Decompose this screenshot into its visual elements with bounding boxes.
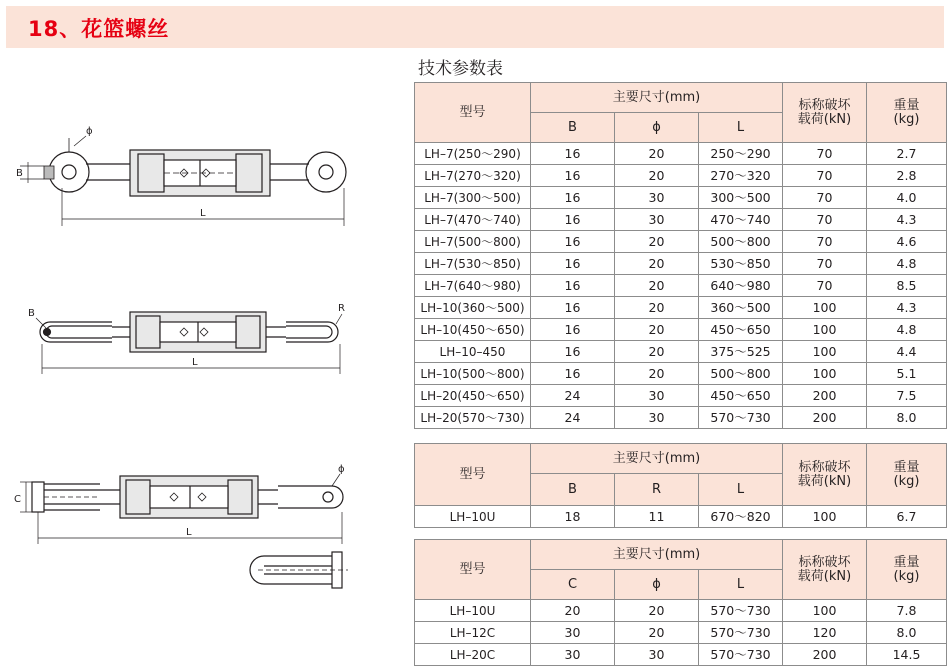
dim3-cell: 570～730 bbox=[699, 644, 783, 666]
load-header-line1: 标称破坏 bbox=[798, 459, 851, 475]
load-header-line2: 载荷(kN) bbox=[797, 111, 852, 127]
dim3-cell: 640～980 bbox=[699, 275, 783, 297]
table-row bbox=[415, 253, 947, 275]
model-cell: LH–7(640～980) bbox=[415, 275, 531, 297]
dim1-cell: 16 bbox=[531, 319, 615, 341]
load-header bbox=[783, 540, 867, 600]
table-row bbox=[415, 187, 947, 209]
dim3-cell: 570～730 bbox=[699, 407, 783, 429]
table-row bbox=[415, 622, 947, 644]
dim2-cell: 30 bbox=[615, 644, 699, 666]
weight-cell: 4.3 bbox=[867, 297, 947, 319]
dim3-cell: 500～800 bbox=[699, 231, 783, 253]
model-cell: LH–7(470～740) bbox=[415, 209, 531, 231]
weight-header bbox=[867, 540, 947, 600]
weight-cell: 4.4 bbox=[867, 341, 947, 363]
dim2-cell: 20 bbox=[615, 622, 699, 644]
table-row bbox=[415, 600, 947, 622]
spec-table-body bbox=[415, 444, 947, 528]
dim1-cell: 24 bbox=[531, 407, 615, 429]
table-row bbox=[415, 209, 947, 231]
dim3-cell: 470～740 bbox=[699, 209, 783, 231]
load-cell: 100 bbox=[783, 363, 867, 385]
weight-header-line1: 重量 bbox=[893, 97, 920, 113]
table-heading: 技术参数表 bbox=[418, 59, 503, 79]
dim1-cell: 16 bbox=[531, 253, 615, 275]
dim2-cell: 30 bbox=[615, 385, 699, 407]
model-cell: LH–10(360～500) bbox=[415, 297, 531, 319]
dim3-cell: 570～730 bbox=[699, 622, 783, 644]
weight-cell: 2.7 bbox=[867, 143, 947, 165]
dim3-cell: 450～650 bbox=[699, 385, 783, 407]
dim-col-header: ϕ bbox=[615, 113, 699, 143]
weight-cell: 8.0 bbox=[867, 622, 947, 644]
load-cell: 70 bbox=[783, 209, 867, 231]
main-dims-header: 主要尺寸(mm) bbox=[531, 540, 783, 570]
title-bar bbox=[6, 6, 944, 48]
load-cell: 70 bbox=[783, 231, 867, 253]
weight-cell: 4.8 bbox=[867, 253, 947, 275]
dim3-cell: 300～500 bbox=[699, 187, 783, 209]
model-header: 型号 bbox=[415, 540, 531, 600]
dim1-cell: 16 bbox=[531, 143, 615, 165]
dim2-cell: 30 bbox=[615, 209, 699, 231]
model-cell: LH–7(250～290) bbox=[415, 143, 531, 165]
table-row bbox=[415, 341, 947, 363]
dim1-cell: 16 bbox=[531, 165, 615, 187]
model-cell: LH–7(500～800) bbox=[415, 231, 531, 253]
dim3-cell: 530～850 bbox=[699, 253, 783, 275]
load-header bbox=[783, 444, 867, 506]
load-cell: 100 bbox=[783, 297, 867, 319]
model-cell: LH–12C bbox=[415, 622, 531, 644]
dim1-cell: 16 bbox=[531, 275, 615, 297]
load-cell: 70 bbox=[783, 253, 867, 275]
model-header: 型号 bbox=[415, 83, 531, 143]
main-dims-header: 主要尺寸(mm) bbox=[531, 83, 783, 113]
weight-cell: 14.5 bbox=[867, 644, 947, 666]
weight-header bbox=[867, 83, 947, 143]
model-cell: LH–7(530～850) bbox=[415, 253, 531, 275]
dim3-cell: 270～320 bbox=[699, 165, 783, 187]
dim2-cell: 20 bbox=[615, 319, 699, 341]
table-row bbox=[415, 275, 947, 297]
dim-r-label: R bbox=[338, 303, 345, 314]
table-row bbox=[415, 319, 947, 341]
dim1-cell: 24 bbox=[531, 385, 615, 407]
table-row bbox=[415, 143, 947, 165]
dim2-cell: 20 bbox=[615, 363, 699, 385]
dim2-cell: 20 bbox=[615, 297, 699, 319]
dim2-cell: 20 bbox=[615, 600, 699, 622]
spec-table-uhook bbox=[414, 443, 947, 528]
weight-header bbox=[867, 444, 947, 506]
dim2-cell: 30 bbox=[615, 407, 699, 429]
turnbuckle-uhook-drawing bbox=[24, 300, 364, 376]
dim3-cell: 570～730 bbox=[699, 600, 783, 622]
dim2-cell: 20 bbox=[615, 341, 699, 363]
dim-phi-label: ϕ bbox=[338, 464, 345, 475]
dim1-cell: 16 bbox=[531, 363, 615, 385]
table-row bbox=[415, 644, 947, 666]
dim-col-header: L bbox=[699, 570, 783, 600]
dim-l-label: L bbox=[186, 527, 192, 538]
dim3-cell: 375～525 bbox=[699, 341, 783, 363]
dim2-cell: 30 bbox=[615, 187, 699, 209]
dim3-cell: 250～290 bbox=[699, 143, 783, 165]
main-dims-header: 主要尺寸(mm) bbox=[531, 444, 783, 474]
dim-col-header: C bbox=[531, 570, 615, 600]
spec-table-body bbox=[415, 540, 947, 666]
table-row bbox=[415, 385, 947, 407]
dim2-cell: 20 bbox=[615, 231, 699, 253]
table-row bbox=[415, 165, 947, 187]
load-cell: 100 bbox=[783, 341, 867, 363]
model-cell: LH–20(450～650) bbox=[415, 385, 531, 407]
load-cell: 70 bbox=[783, 143, 867, 165]
dim1-cell: 30 bbox=[531, 644, 615, 666]
dim-col-header: B bbox=[531, 113, 615, 143]
load-cell: 100 bbox=[783, 506, 867, 528]
dim1-cell: 20 bbox=[531, 600, 615, 622]
dim-c-label: C bbox=[14, 494, 21, 505]
turnbuckle-clevis-drawing bbox=[14, 462, 360, 592]
model-cell: LH–7(300～500) bbox=[415, 187, 531, 209]
dim1-cell: 16 bbox=[531, 187, 615, 209]
dim1-cell: 16 bbox=[531, 231, 615, 253]
weight-cell: 5.1 bbox=[867, 363, 947, 385]
load-cell: 70 bbox=[783, 275, 867, 297]
dim2-cell: 11 bbox=[615, 506, 699, 528]
weight-cell: 8.0 bbox=[867, 407, 947, 429]
dim1-cell: 16 bbox=[531, 297, 615, 319]
load-cell: 100 bbox=[783, 319, 867, 341]
weight-header-line2: (kg) bbox=[893, 111, 920, 127]
dim-b-label: B bbox=[16, 168, 23, 179]
dim-phi-label: ϕ bbox=[86, 126, 93, 137]
dim2-cell: 20 bbox=[615, 143, 699, 165]
table-row bbox=[415, 407, 947, 429]
weight-cell: 4.0 bbox=[867, 187, 947, 209]
weight-cell: 8.5 bbox=[867, 275, 947, 297]
load-cell: 200 bbox=[783, 644, 867, 666]
dim1-cell: 16 bbox=[531, 209, 615, 231]
dim-col-header: L bbox=[699, 113, 783, 143]
model-cell: LH–10–450 bbox=[415, 341, 531, 363]
dim3-cell: 360～500 bbox=[699, 297, 783, 319]
load-header-line1: 标称破坏 bbox=[798, 554, 851, 570]
model-header: 型号 bbox=[415, 444, 531, 506]
table-row bbox=[415, 506, 947, 528]
dim-b-label: B bbox=[28, 308, 35, 319]
weight-header-line2: (kg) bbox=[893, 568, 920, 584]
table-row bbox=[415, 363, 947, 385]
weight-header-line2: (kg) bbox=[893, 473, 920, 489]
page-title: 18、花篮螺丝 bbox=[28, 17, 170, 41]
dim2-cell: 20 bbox=[615, 275, 699, 297]
model-cell: LH–10U bbox=[415, 600, 531, 622]
load-header-line2: 载荷(kN) bbox=[797, 568, 852, 584]
weight-cell: 7.8 bbox=[867, 600, 947, 622]
dim-col-header: L bbox=[699, 474, 783, 506]
model-cell: LH–20(570～730) bbox=[415, 407, 531, 429]
table-row bbox=[415, 297, 947, 319]
model-cell: LH–10(450～650) bbox=[415, 319, 531, 341]
dim2-cell: 20 bbox=[615, 253, 699, 275]
load-header bbox=[783, 83, 867, 143]
weight-cell: 2.8 bbox=[867, 165, 947, 187]
load-cell: 70 bbox=[783, 165, 867, 187]
weight-cell: 4.3 bbox=[867, 209, 947, 231]
load-header-line2: 载荷(kN) bbox=[797, 473, 852, 489]
weight-cell: 6.7 bbox=[867, 506, 947, 528]
load-cell: 100 bbox=[783, 600, 867, 622]
weight-header-line1: 重量 bbox=[893, 459, 920, 475]
dim1-cell: 18 bbox=[531, 506, 615, 528]
spec-table-eye bbox=[414, 82, 947, 429]
dim-col-header: B bbox=[531, 474, 615, 506]
weight-header-line1: 重量 bbox=[893, 554, 920, 570]
load-cell: 200 bbox=[783, 407, 867, 429]
model-cell: LH–10U bbox=[415, 506, 531, 528]
dim-col-header: ϕ bbox=[615, 570, 699, 600]
load-cell: 200 bbox=[783, 385, 867, 407]
dim-l-label: L bbox=[200, 208, 206, 219]
turnbuckle-eye-drawing bbox=[14, 118, 360, 230]
weight-cell: 7.5 bbox=[867, 385, 947, 407]
model-cell: LH–10(500～800) bbox=[415, 363, 531, 385]
table-row bbox=[415, 231, 947, 253]
model-cell: LH–7(270～320) bbox=[415, 165, 531, 187]
spec-table-body bbox=[415, 83, 947, 429]
dim-col-header: R bbox=[615, 474, 699, 506]
dim-l-label: L bbox=[192, 357, 198, 368]
dim1-cell: 16 bbox=[531, 341, 615, 363]
dim3-cell: 500～800 bbox=[699, 363, 783, 385]
load-cell: 120 bbox=[783, 622, 867, 644]
model-cell: LH–20C bbox=[415, 644, 531, 666]
spec-table-clevis bbox=[414, 539, 947, 666]
dim3-cell: 670～820 bbox=[699, 506, 783, 528]
dim2-cell: 20 bbox=[615, 165, 699, 187]
weight-cell: 4.6 bbox=[867, 231, 947, 253]
load-header-line1: 标称破坏 bbox=[798, 97, 851, 113]
dim3-cell: 450～650 bbox=[699, 319, 783, 341]
load-cell: 70 bbox=[783, 187, 867, 209]
weight-cell: 4.8 bbox=[867, 319, 947, 341]
dim1-cell: 30 bbox=[531, 622, 615, 644]
